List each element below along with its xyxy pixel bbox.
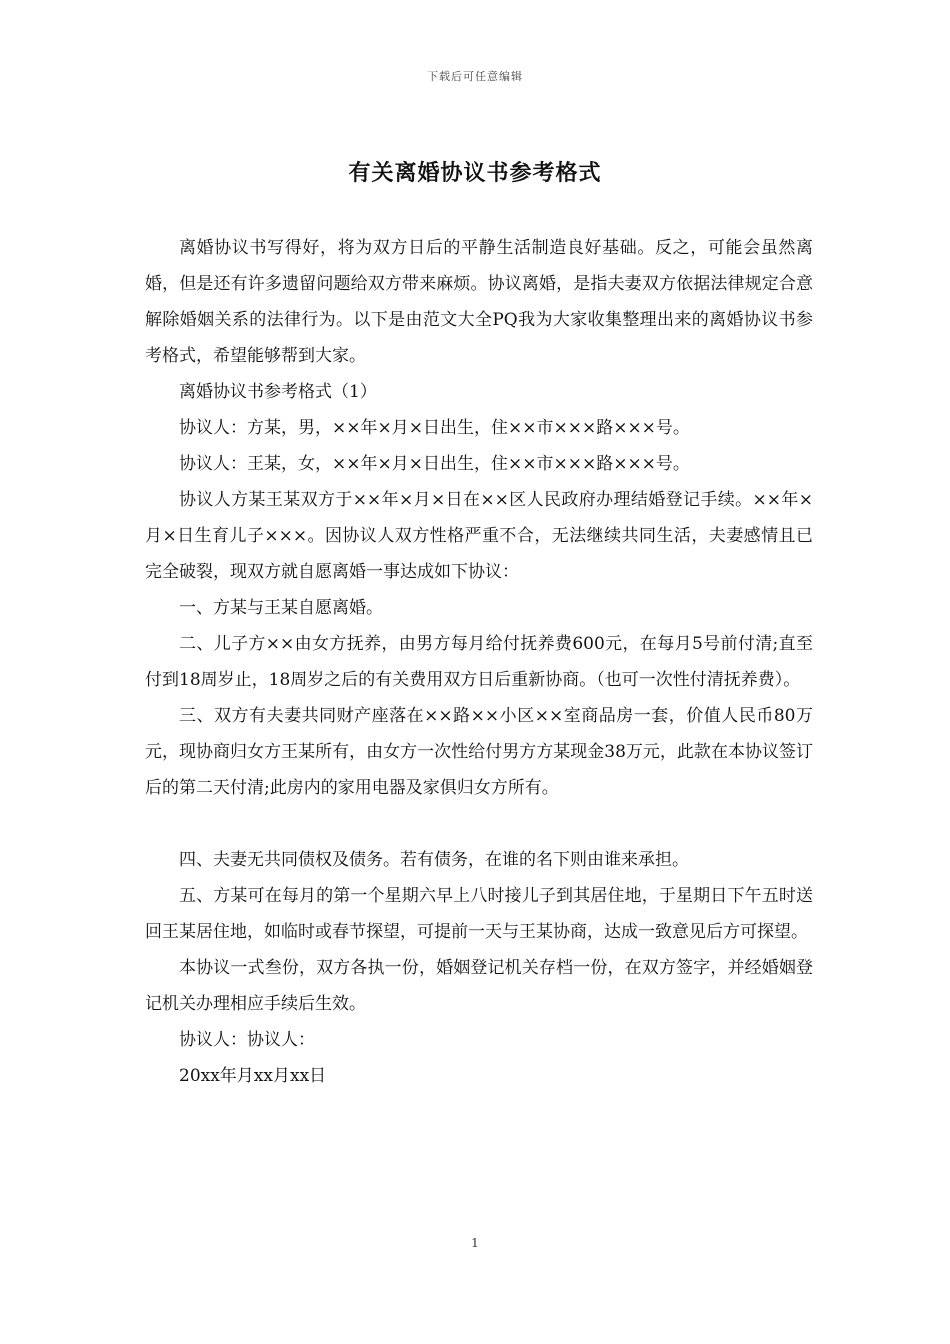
- party-female: 协议人：王某，女，××年×月×日出生，住××市×××路×××号。: [179, 454, 690, 474]
- intro-paragraph: 离婚协议书写得好，将为双方日后的平静生活制造良好基础。反之，可能会虽然离婚，但是还有许多遗留问题给双方带来麻烦。协议离婚，是指夫妻双方依据法律规定合意解除婚姻关系的法律行为。以下是由范文大全PQ我为大家收集整理出来的离婚协议书参考格式，希望能够帮到大家。: [145, 238, 813, 366]
- document-title: 有关离婚协议书参考格式: [348, 160, 602, 186]
- date-line: 20xx年月xx月xx日: [179, 1066, 327, 1086]
- page-number: 1: [471, 1236, 479, 1250]
- clause-3: 三、双方有夫妻共同财产座落在××路××小区××室商品房一套，价值人民币80万元，现协商归女方王某所有，由女方一次性给付男方方某现金38万元，此款在本协议签订后的第二天付清;此房内的家用电器及家俱归女方所有。: [145, 706, 813, 798]
- marriage-background: 协议人方某王某双方于××年×月×日在××区人民政府办理结婚登记手续。××年×月×日生育儿子×××。因协议人双方性格严重不合，无法继续共同生活，夫妻感情且已完全破裂，现双方就自愿离婚一事达成如下协议：: [145, 490, 813, 582]
- clause-2: 二、儿子方××由女方抚养，由男方每月给付抚养费600元，在每月5号前付清;直至付到18周岁止，18周岁之后的有关费用双方日后重新协商。（也可一次性付清抚养费）。: [145, 634, 813, 690]
- header-note: 下载后可任意编辑: [427, 70, 523, 83]
- document-body: [145, 230, 813, 1094]
- clause-1: 一、方某与王某自愿离婚。: [179, 598, 383, 618]
- effect-clause: 本协议一式叁份，双方各执一份，婚姻登记机关存档一份，在双方签字，并经婚姻登记机关办理相应手续后生效。: [145, 958, 813, 1014]
- signature-line: 协议人：协议人：: [179, 1030, 315, 1050]
- party-male: 协议人：方某，男，××年×月×日出生，住××市×××路×××号。: [179, 418, 690, 438]
- clause-5: 五、方某可在每月的第一个星期六早上八时接儿子到其居住地，于星期日下午五时送回王某居住地，如临时或春节探望，可提前一天与王某协商，达成一致意见后方可探望。: [145, 886, 813, 942]
- section-heading: 离婚协议书参考格式（1）: [179, 382, 377, 402]
- clause-4: 四、夫妻无共同债权及债务。若有债务，在谁的名下则由谁来承担。: [179, 850, 689, 870]
